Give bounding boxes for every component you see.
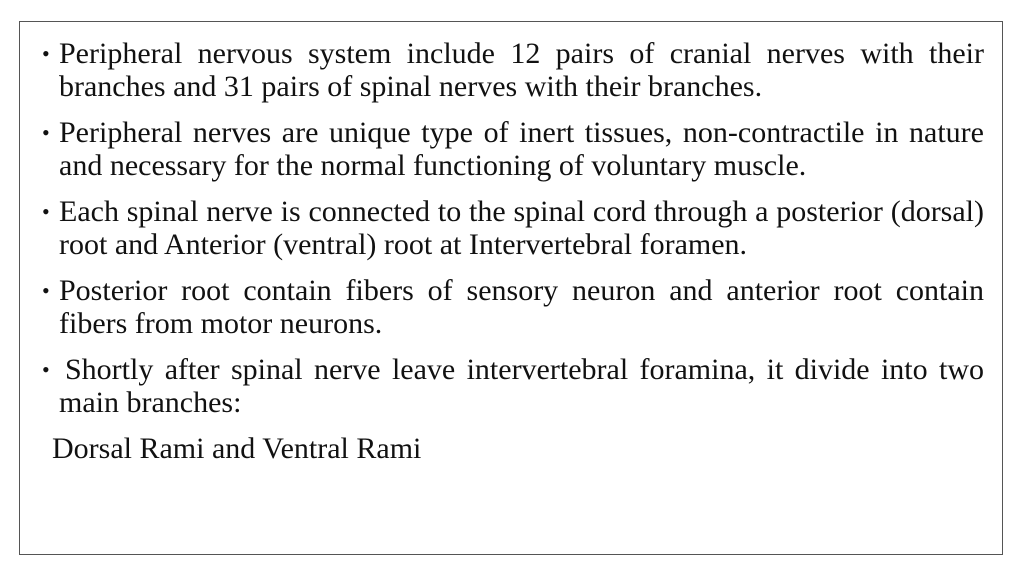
list-item: [42, 274, 984, 340]
bullet-list: [42, 37, 984, 419]
closing-line: Dorsal Rami and Ventral Rami: [52, 432, 422, 465]
list-item: [42, 116, 984, 182]
list-item: [42, 195, 984, 261]
bullet-text: Peripheral nerves are unique type of inert tissues, non-contractile in nature and necessary for the normal functioning of voluntary muscle.: [59, 116, 984, 182]
bullet-text: Shortly after spinal nerve leave intervertebral foramina, it divide into two main branches:: [59, 353, 984, 419]
list-item: [42, 37, 984, 103]
bullet-icon: •: [42, 278, 50, 303]
slide-frame: [19, 21, 1003, 555]
bullet-icon: •: [42, 199, 50, 224]
bullet-icon: •: [42, 41, 50, 66]
list-item: [42, 353, 984, 419]
bullet-icon: •: [42, 120, 50, 145]
bullet-text: Posterior root contain fibers of sensory neuron and anterior root contain fibers from motor neurons.: [59, 274, 984, 340]
bullet-text: Peripheral nervous system include 12 pairs of cranial nerves with their branches and 31 pairs of spinal nerves with their branches.: [59, 37, 984, 103]
bullet-text: Each spinal nerve is connected to the spinal cord through a posterior (dorsal) root and Anterior (ventral) root at Intervertebral foramen.: [59, 195, 984, 261]
slide-content: [42, 37, 984, 465]
bullet-icon: •: [42, 357, 50, 382]
